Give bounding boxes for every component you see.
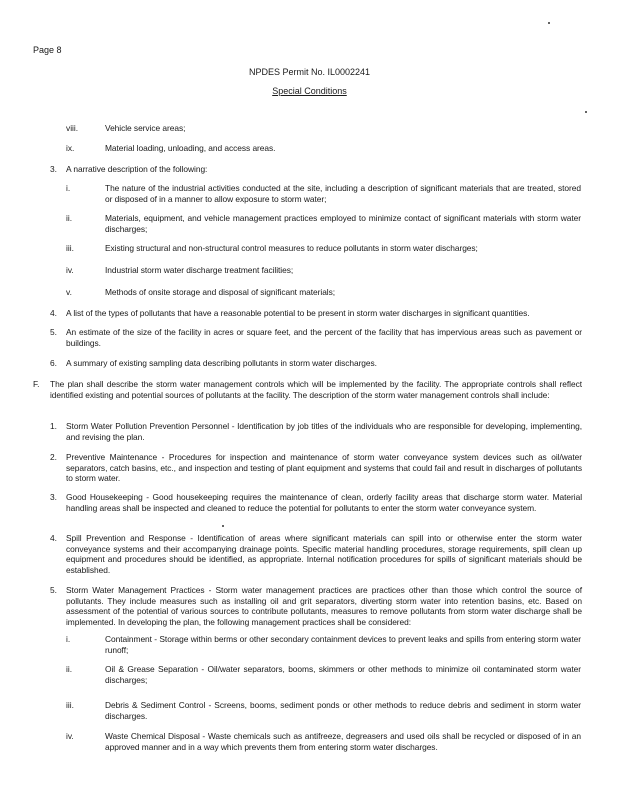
list-item-text: Spill Prevention and Response - Identification of areas where significant materials can spill into or otherwise enter the storm water conveyance systems and their accompanying drainage points. Specific material handling procedures, storage requirements, spill clean up equipment and procedures should be identified, as appropriate. Internal notification procedures for spills of significant materials should be established. (66, 533, 582, 575)
list-item-text: Materials, equipment, and vehicle management practices employed to minimize contact of significant materials with storm water discharges; (105, 213, 581, 234)
list-item-text: Storm Water Pollution Prevention Personnel - Identification by job titles of the individuals who are responsible for developing, implementing, and revising the plan. (66, 421, 582, 442)
list-item-text: Existing structural and non-structural control measures to reduce pollutants in storm water discharges; (105, 243, 478, 253)
list-item-text: An estimate of the size of the facility in acres or square feet, and the percent of the facility that has impervious areas such as pavement or buildings. (66, 327, 582, 348)
list-marker: i. (66, 183, 71, 193)
list-item-text: The nature of the industrial activities conducted at the site, including a description of significant materials that are treated, stored or disposed of in a manner to allow exposure to storm water; (105, 183, 581, 204)
section-title: Special Conditions (272, 86, 347, 96)
list-marker: viii. (66, 123, 79, 133)
permit-title: NPDES Permit No. IL0002241 (248, 67, 371, 77)
list-marker: 3. (50, 164, 57, 174)
list-marker: iv. (66, 265, 74, 275)
list-item-text: A list of the types of pollutants that have a reasonable potential to be present in storm water discharges in significant quantities. (66, 308, 530, 318)
list-marker: v. (66, 287, 72, 297)
list-marker: 1. (50, 421, 57, 431)
list-item-text: Oil & Grease Separation - Oil/water separators, booms, skimmers or other methods to minimize oil contaminated storm water discharges; (105, 664, 581, 685)
list-item-text: Containment - Storage within berms or other secondary containment devices to prevent leaks and spills from entering storm water runoff; (105, 634, 581, 655)
list-marker: 6. (50, 358, 57, 368)
scan-speck (548, 22, 550, 24)
list-marker: 2. (50, 452, 57, 462)
list-item-text: Preventive Maintenance - Procedures for inspection and maintenance of storm water conveyance system devices such as oil/water separators, catch basins, etc., and inspection and testing of plant equipment and systems that could fail and result in discharges of pollutants to storm water. (66, 452, 582, 484)
list-item-text: Storm Water Management Practices - Storm water management practices are practices other than those which control the source of pollutants. They include measures such as installing oil and grit separators, diverting storm water into retention basins, etc. Based on assessment of the potential of various sources to contribute pollutants, measures to remove pollutants from storm water discharge shall be implemented. In developing the plan, the following management practices shall be considered: (66, 585, 582, 627)
page-number: Page 8 (33, 45, 62, 55)
list-item-text: A narrative description of the following: (66, 164, 208, 174)
section-text: The plan shall describe the storm water management controls which will be implemented by the facility. The appropriate controls shall reflect identified existing and potential sources of pollutants at the facility. The description of the storm water management controls shall include: (50, 379, 582, 400)
list-marker: 5. (50, 327, 57, 337)
section-marker: F. (33, 379, 40, 389)
list-item-text: Good Housekeeping - Good housekeeping requires the maintenance of clean, orderly facility areas that discharge storm water. Material handling areas shall be inspected and cleaned to reduce the potential for pollutants to enter the storm water conveyance system. (66, 492, 582, 513)
scan-speck (222, 525, 224, 527)
list-marker: ix. (66, 143, 75, 153)
list-marker: 4. (50, 533, 57, 543)
list-item-text: A summary of existing sampling data describing pollutants in storm water discharges. (66, 358, 377, 368)
list-item-text: Vehicle service areas; (105, 123, 186, 133)
list-item-text: Industrial storm water discharge treatment facilities; (105, 265, 294, 275)
list-marker: iii. (66, 243, 74, 253)
list-marker: ii. (66, 664, 73, 674)
list-item-text: Material loading, unloading, and access areas. (105, 143, 276, 153)
list-item-text: Methods of onsite storage and disposal of significant materials; (105, 287, 336, 297)
list-item-text: Waste Chemical Disposal - Waste chemicals such as antifreeze, degreasers and used oils shall be recycled or disposed of in an approved manner and in a way which prevents them from entering storm water discharges. (105, 731, 581, 752)
list-marker: iv. (66, 731, 74, 741)
list-marker: 5. (50, 585, 57, 595)
scan-speck (585, 111, 587, 113)
list-marker: i. (66, 634, 71, 644)
list-marker: 3. (50, 492, 57, 502)
list-item-text: Debris & Sediment Control - Screens, booms, sediment ponds or other methods to reduce debris and sediment in storm water discharges. (105, 700, 581, 721)
list-marker: ii. (66, 213, 73, 223)
list-marker: iii. (66, 700, 74, 710)
list-marker: 4. (50, 308, 57, 318)
